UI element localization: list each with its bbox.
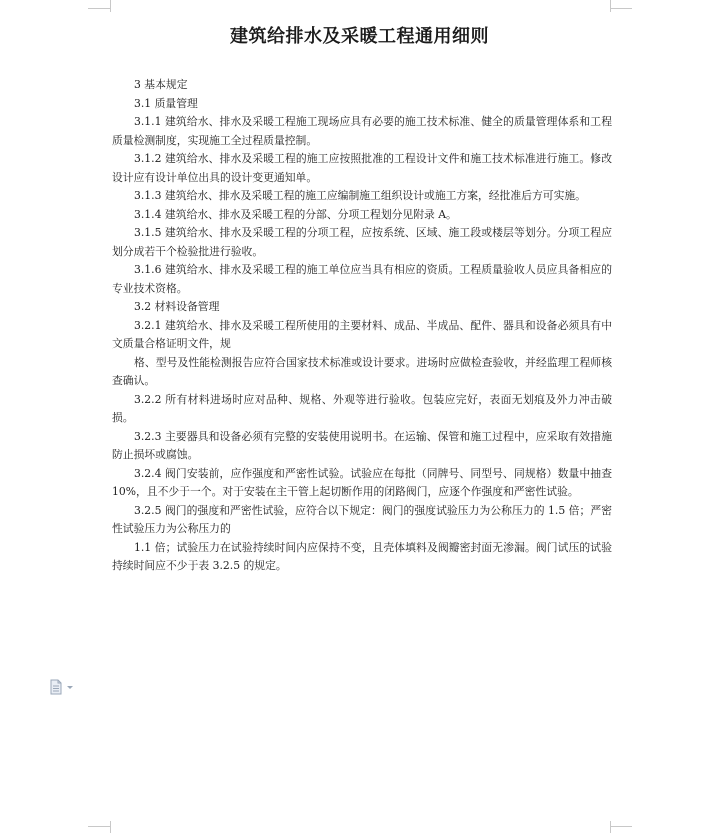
clause-paragraph: 3.2.2 所有材料进场时应对品种、规格、外观等进行验收。包装应完好，表面无划痕及外力冲击破损。 [112, 392, 612, 424]
crop-mark [610, 826, 632, 827]
crop-mark [610, 8, 632, 9]
clause-paragraph: 3.2.5 阀门的强度和严密性试验，应符合以下规定：阀门的强度试验压力为公称压力的 1.5 倍；严密性试验压力为公称压力的 [112, 503, 612, 535]
crop-mark [88, 8, 110, 9]
clause-paragraph: 3.1.5 建筑给水、排水及采暖工程的分项工程，应按系统、区域、施工段或楼层等划分。分项工程应划分成若干个检验批进行验收。 [112, 226, 612, 258]
document-icon[interactable] [49, 679, 77, 695]
crop-mark [88, 826, 110, 827]
clause-paragraph: 3.1.6 建筑给水、排水及采暖工程的施工单位应当具有相应的资质。工程质量验收人员应具备相应的专业技术资格。 [112, 263, 612, 295]
crop-mark [110, 0, 111, 12]
clause-paragraph: 3.1.1 建筑给水、排水及采暖工程施工现场应具有必要的施工技术标准、健全的质量管理体系和工程质量检测制度，实现施工全过程质量控制。 [112, 115, 612, 147]
document-icon-graphic [49, 679, 77, 695]
crop-mark [110, 821, 111, 833]
clause-paragraph: 3.2.3 主要器具和设备必须有完整的安装使用说明书。在运输、保管和施工过程中，应采取有效措施防止损坏或腐蚀。 [112, 429, 612, 461]
section-heading: 3 基本规定 [134, 78, 188, 91]
subsection-heading: 3.2 材料设备管理 [134, 300, 220, 313]
clause-paragraph: 3.1.2 建筑给水、排水及采暖工程的施工应按照批准的工程设计文件和施工技术标准进行施工。修改设计应有设计单位出具的设计变更通知单。 [112, 152, 612, 184]
clause-paragraph: 3.2.1 建筑给水、排水及采暖工程所使用的主要材料、成品、半成品、配件、器具和设备必须具有中文质量合格证明文件，规 [112, 318, 612, 350]
clause-paragraph-continuation: 格、型号及性能检测报告应符合国家技术标准或设计要求。进场时应做检查验收，并经监理工程师核查确认。 [112, 355, 612, 387]
chevron-down-icon [67, 686, 73, 689]
clause-paragraph: 3.1.3 建筑给水、排水及采暖工程的施工应编制施工组织设计或施工方案，经批准后方可实施。 [134, 189, 586, 202]
document-title: 建筑给排水及采暖工程通用细则 [230, 26, 489, 47]
crop-mark [610, 0, 611, 12]
clause-paragraph-continuation: 1.1 倍；试验压力在试验持续时间内应保持不变，且壳体填料及阀瓣密封面无渗漏。阀门试压的试验持续时间应不少于表 3.2.5 的规定。 [112, 540, 612, 572]
document-body [112, 76, 612, 576]
subsection-heading: 3.1 质量管理 [134, 96, 198, 110]
clause-paragraph: 3.1.4 建筑给水、排水及采暖工程的分部、分项工程划分见附录 A。 [134, 207, 457, 221]
crop-mark [610, 821, 611, 833]
clause-paragraph: 3.2.4 阀门安装前，应作强度和严密性试验。试验应在每批（同牌号、同型号、同规格）数量中抽查 10%，且不少于一个。对于安装在主干管上起切断作用的闭路阀门，应逐个作强度和严密性试验。 [112, 466, 612, 498]
